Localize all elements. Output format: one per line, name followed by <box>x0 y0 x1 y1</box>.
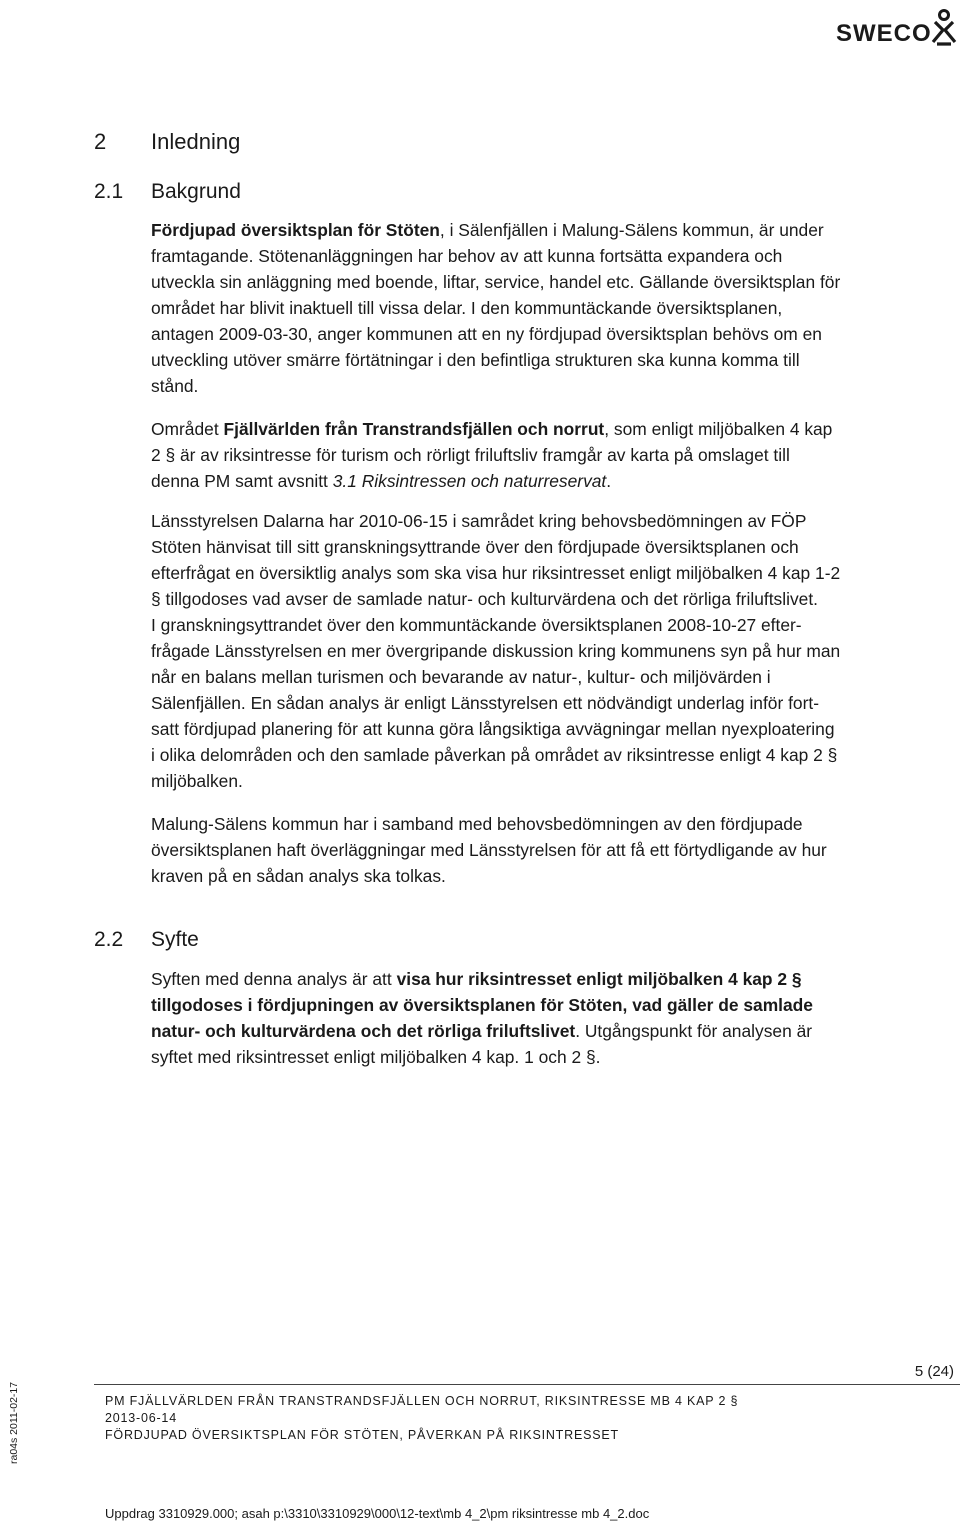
paragraph-syfte: Syften med denna analys är att visa hur riksintresset enligt miljöbalken 4 kap 2 § tillgodoses i fördjupningen av översiktsplanen för Stöten, vad gäller de samlade natur- och kulturvärdena och det rörliga friluftslivet. Utgångspunkt för analysen är syftet med riksintresset enligt miljöbalken 4 kap. 1 och 2 §. <box>151 969 813 1067</box>
section-number: 2 <box>94 129 107 154</box>
footer-divider <box>94 1384 960 1385</box>
paragraph-background: Fördjupad översiktsplan för Stöten, i Sälenfjällen i Malung-Sälens kommun, är under framtagande. Stötenanläggningen har behov av att kunna fortsätta expandera och utveckla sin anläggning med boende, liftar, service, handel etc. Gällande översiktsplan för området har blivit inaktuell till vissa delar. I den kommuntäckande översiktsplanen, antagen 2009-03-30, anger kommunen att en ny fördjupad översiktsplan behövs om en utveckling utöver smärre förtätningar i den befintliga strukturen ska kunna komma till stånd. <box>151 220 841 396</box>
footer-doc-title: PM FJÄLLVÄRLDEN FRÅN TRANSTRANDSFJÄLLEN OCH NORRUT, RIKSINTRESSE MB 4 KAP 2 § <box>105 1394 739 1408</box>
subsection-title: Syfte <box>151 928 199 951</box>
subsection-title: Bakgrund <box>151 180 241 203</box>
sweco-logo-icon <box>929 8 959 46</box>
file-reference: Uppdrag 3310929.000; asah p:\3310\3310929\000\12-text\mb 4_2\pm riksintresse mb 4_2.doc <box>105 1506 650 1521</box>
paragraph-lansstyrelsen: Länsstyrelsen Dalarna har 2010-06-15 i samrådet kring behovsbedömningen av FÖP Stöten hänvisat till sitt granskningsyttrande över den fördjupade översiktsplanen och efterfrågat en översiktlig analys som ska visa hur riksintresset enligt miljöbalken 4 kap 1-2 § tillgodoses vad avser de samlade natur- och kulturvärdena och det rörliga friluftslivet. I granskningsyttrandet över den kommuntäckande översiktsplanen 2008-10-27 efter- frågade Länsstyrelsen en mer övergripande diskussion kring kommunens syn på hur man når en balans mellan turismen och bevarande av natur-, kultur- och miljövärden i Sälenfjällen. En sådan analys är enligt Länsstyrelsen ett nödvändigt underlag inför fort- satt fördjupad planering för att kunna göra långsiktiga avvägningar mellan nyexploatering i olika delområden och den samlade påverkan på området av riksintresse enligt 4 kap 2 § miljöbalken. <box>151 511 841 791</box>
paragraph-kommun: Malung-Sälens kommun har i samband med behovsbedömningen av den fördjupade översiktsplanen haft överläggningar med Länsstyrelsen för att få ett förtydligande av hur kraven på en sådan analys ska tolkas. <box>151 814 827 886</box>
logo-text: SWECO <box>836 20 932 47</box>
bold-purpose: visa hur riksintresset enligt miljöbalken 4 kap 2 § <box>396 969 802 989</box>
section-reference: 3.1 Riksintressen och naturreservat <box>332 471 607 491</box>
subsection-number: 2.2 <box>94 928 124 951</box>
bold-purpose: tillgodoses i fördjupningen av översiktsplanen för Stöten, vad gäller de samlade <box>151 995 813 1015</box>
footer-date: 2013-06-14 <box>105 1411 177 1425</box>
template-version: ra04s 2011-02-17 <box>8 1381 20 1464</box>
paragraph-riksintresse: Området Fjällvärlden från Transtrandsfjällen och norrut, som enligt miljöbalken 4 kap 2 § är av riksintresse för turism och rörligt friluftsliv framgår av karta på omslaget till denna PM samt avsnitt 3.1 Riksintressen och naturreservat. <box>151 419 833 491</box>
bold-term: Fjällvärlden från Transtrandsfjällen och norrut <box>223 419 605 439</box>
footer-doc-subtitle: FÖRDJUPAD ÖVERSIKTSPLAN FÖR STÖTEN, PÅVERKAN PÅ RIKSINTRESSET <box>105 1428 619 1442</box>
bold-term: Fördjupad översiktsplan för Stöten <box>151 220 440 240</box>
bold-purpose: natur- och kulturvärdena och det rörliga friluftslivet <box>151 1021 576 1041</box>
sweco-logo <box>836 8 960 48</box>
page-number: 5 (24) <box>914 1363 954 1380</box>
subsection-number: 2.1 <box>94 180 124 203</box>
section-title: Inledning <box>151 129 241 154</box>
